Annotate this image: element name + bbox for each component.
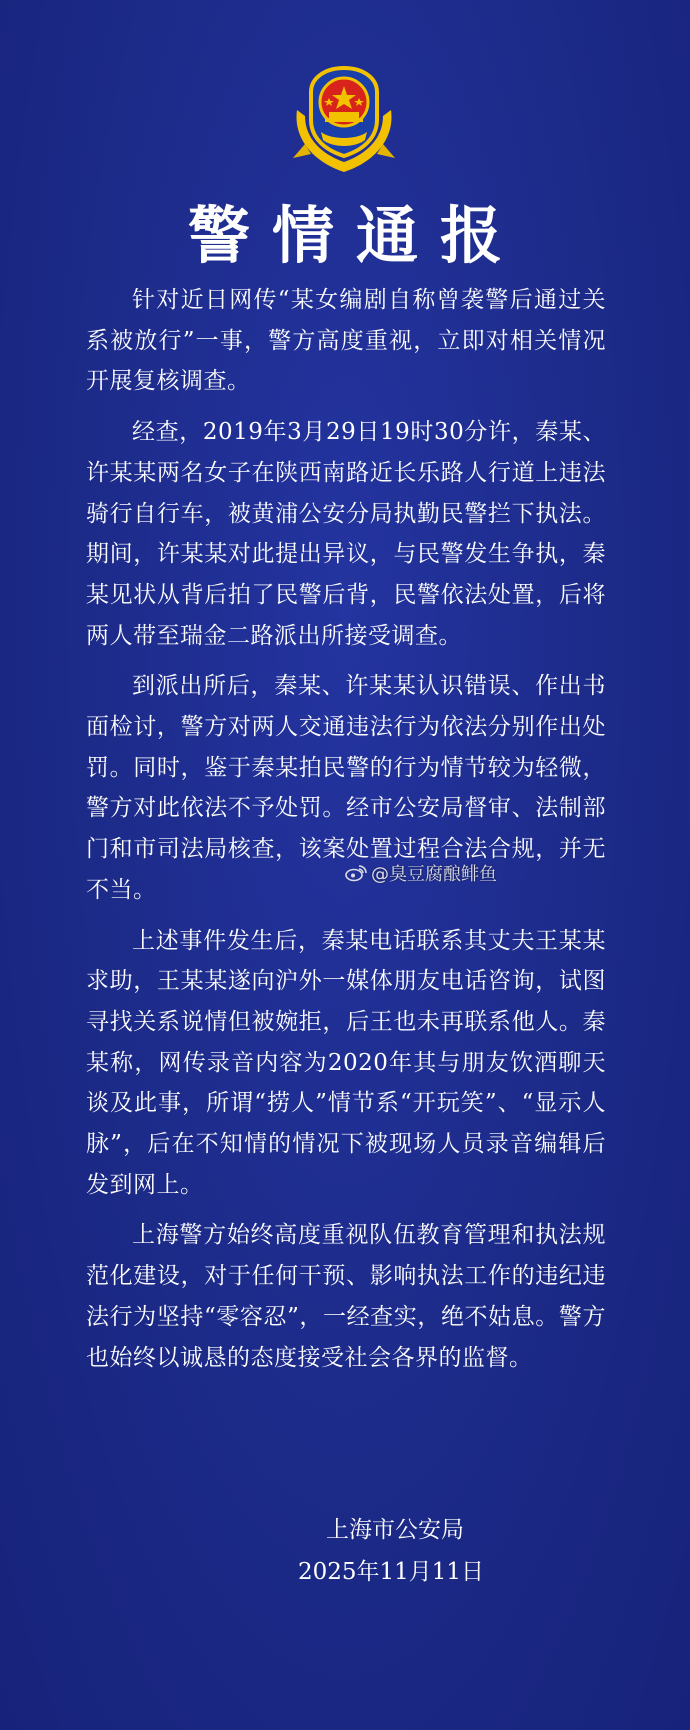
police-emblem-icon [285,58,403,178]
watermark-text: @臭豆腐酿鲱鱼 [371,864,497,885]
paragraph-station: 到派出所后，秦某、许某某认识错误、作出书面检讨，警方对两人交通违法行为依法分别作出处罚。同时，鉴于秦某拍民警的行为情节较为轻微，警方对此依法不予处罚。经市公安局督审、法制部门和市司法局核查，该案处置过程合法合规，并无不当。 [86,673,606,903]
paragraph-findings: 经查，2019年3月29日19时30分许，秦某、许某某两名女子在陕西南路近长乐路人行道上违法骑行自行车，被黄浦公安分局执勤民警拦下执法。期间，许某某对此提出异议，与民警发生争执，秦某见状从背后拍了民警后背，民警依法处置，后将两人带至瑞金二路派出所接受调查。 [86,419,606,649]
issuer-signature: 上海市公安局 [326,1517,464,1543]
issue-date: 2025年11月11日 [297,1559,485,1585]
paragraph-aftermath: 上述事件发生后，秦某电话联系其丈夫王某某求助，王某某遂向沪外一媒体朋友电话咨询，试图寻找关系说情但被婉拒，后王也未再联系他人。秦某称，网传录音内容为2020年其与朋友饮酒聊天谈及此事，所谓“捞人”情节系“开玩笑”、“显示人脉”，后在不知情的情况下被现场人员录音编辑后发到网上。 [86,927,606,1198]
weibo-watermark [345,860,497,886]
notice-body [86,280,606,1388]
notice-title: 警情通报 [187,199,524,272]
paragraph-statement: 上海警方始终高度重视队伍教育管理和执法规范化建设，对于任何干预、影响执法工作的违纪违法行为坚持“零容忍”，一经查实，绝不姑息。警方也始终以诚恳的态度接受社会各界的监督。 [86,1222,606,1371]
paragraph-intro: 针对近日网传“某女编剧自称曾袭警后通过关系被放行”一事，警方高度重视，立即对相关情况开展复核调查。 [86,287,606,395]
weibo-icon [345,864,367,882]
